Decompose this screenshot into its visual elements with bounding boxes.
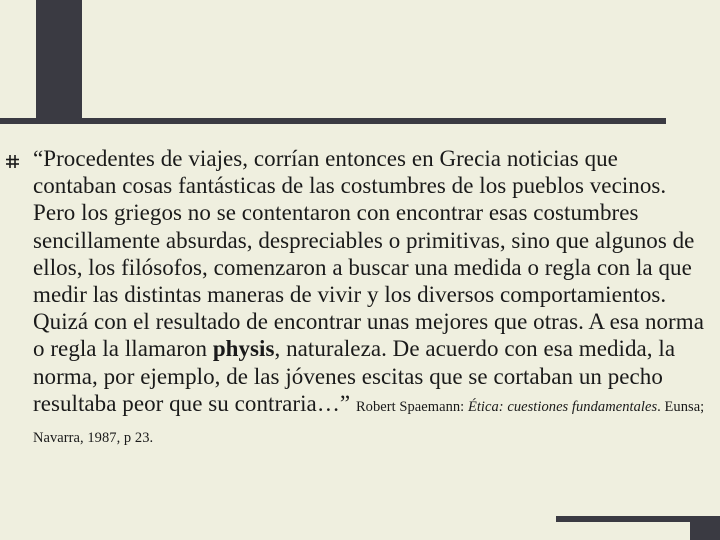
decorative-bar-bottom <box>690 522 720 540</box>
citation-author: Robert Spaemann: <box>355 398 468 415</box>
decorative-bar-top <box>36 0 82 118</box>
quote-paragraph <box>33 145 705 452</box>
quote-text: “Procedentes de viajes, corrían entonces en Grecia noticias que contaban cosas fantásticas de las costumbres de los pueblos vecinos. Pero los griegos no se contentaron con encontrar esas costumbres sencillamente absurdas, despreciables o primitivas, sino que algunos de ellos, los filósofos, comenzaron a buscar una medida o regla con la que medir las distintas maneras de vivir y los diversos comportamientos. Quizá con el resultado de encontrar unas mejores que otras. A esa norma o regla la llamaron <box>33 146 704 362</box>
citation-work-title: Ética: cuestiones fundamentales <box>467 398 658 415</box>
horizontal-rule-top <box>0 118 666 124</box>
citation-publisher: . Eunsa; Navarra, 1987, p 23. <box>33 398 705 447</box>
quote-key-term: physis <box>212 336 275 362</box>
quote-text-end: , naturaleza. De acuerdo con esa medida, la norma, por ejemplo, de las jóvenes escitas que se cortaban un pecho resultaba peor que su contraria…” <box>33 336 676 416</box>
hash-bullet-icon <box>5 154 20 169</box>
